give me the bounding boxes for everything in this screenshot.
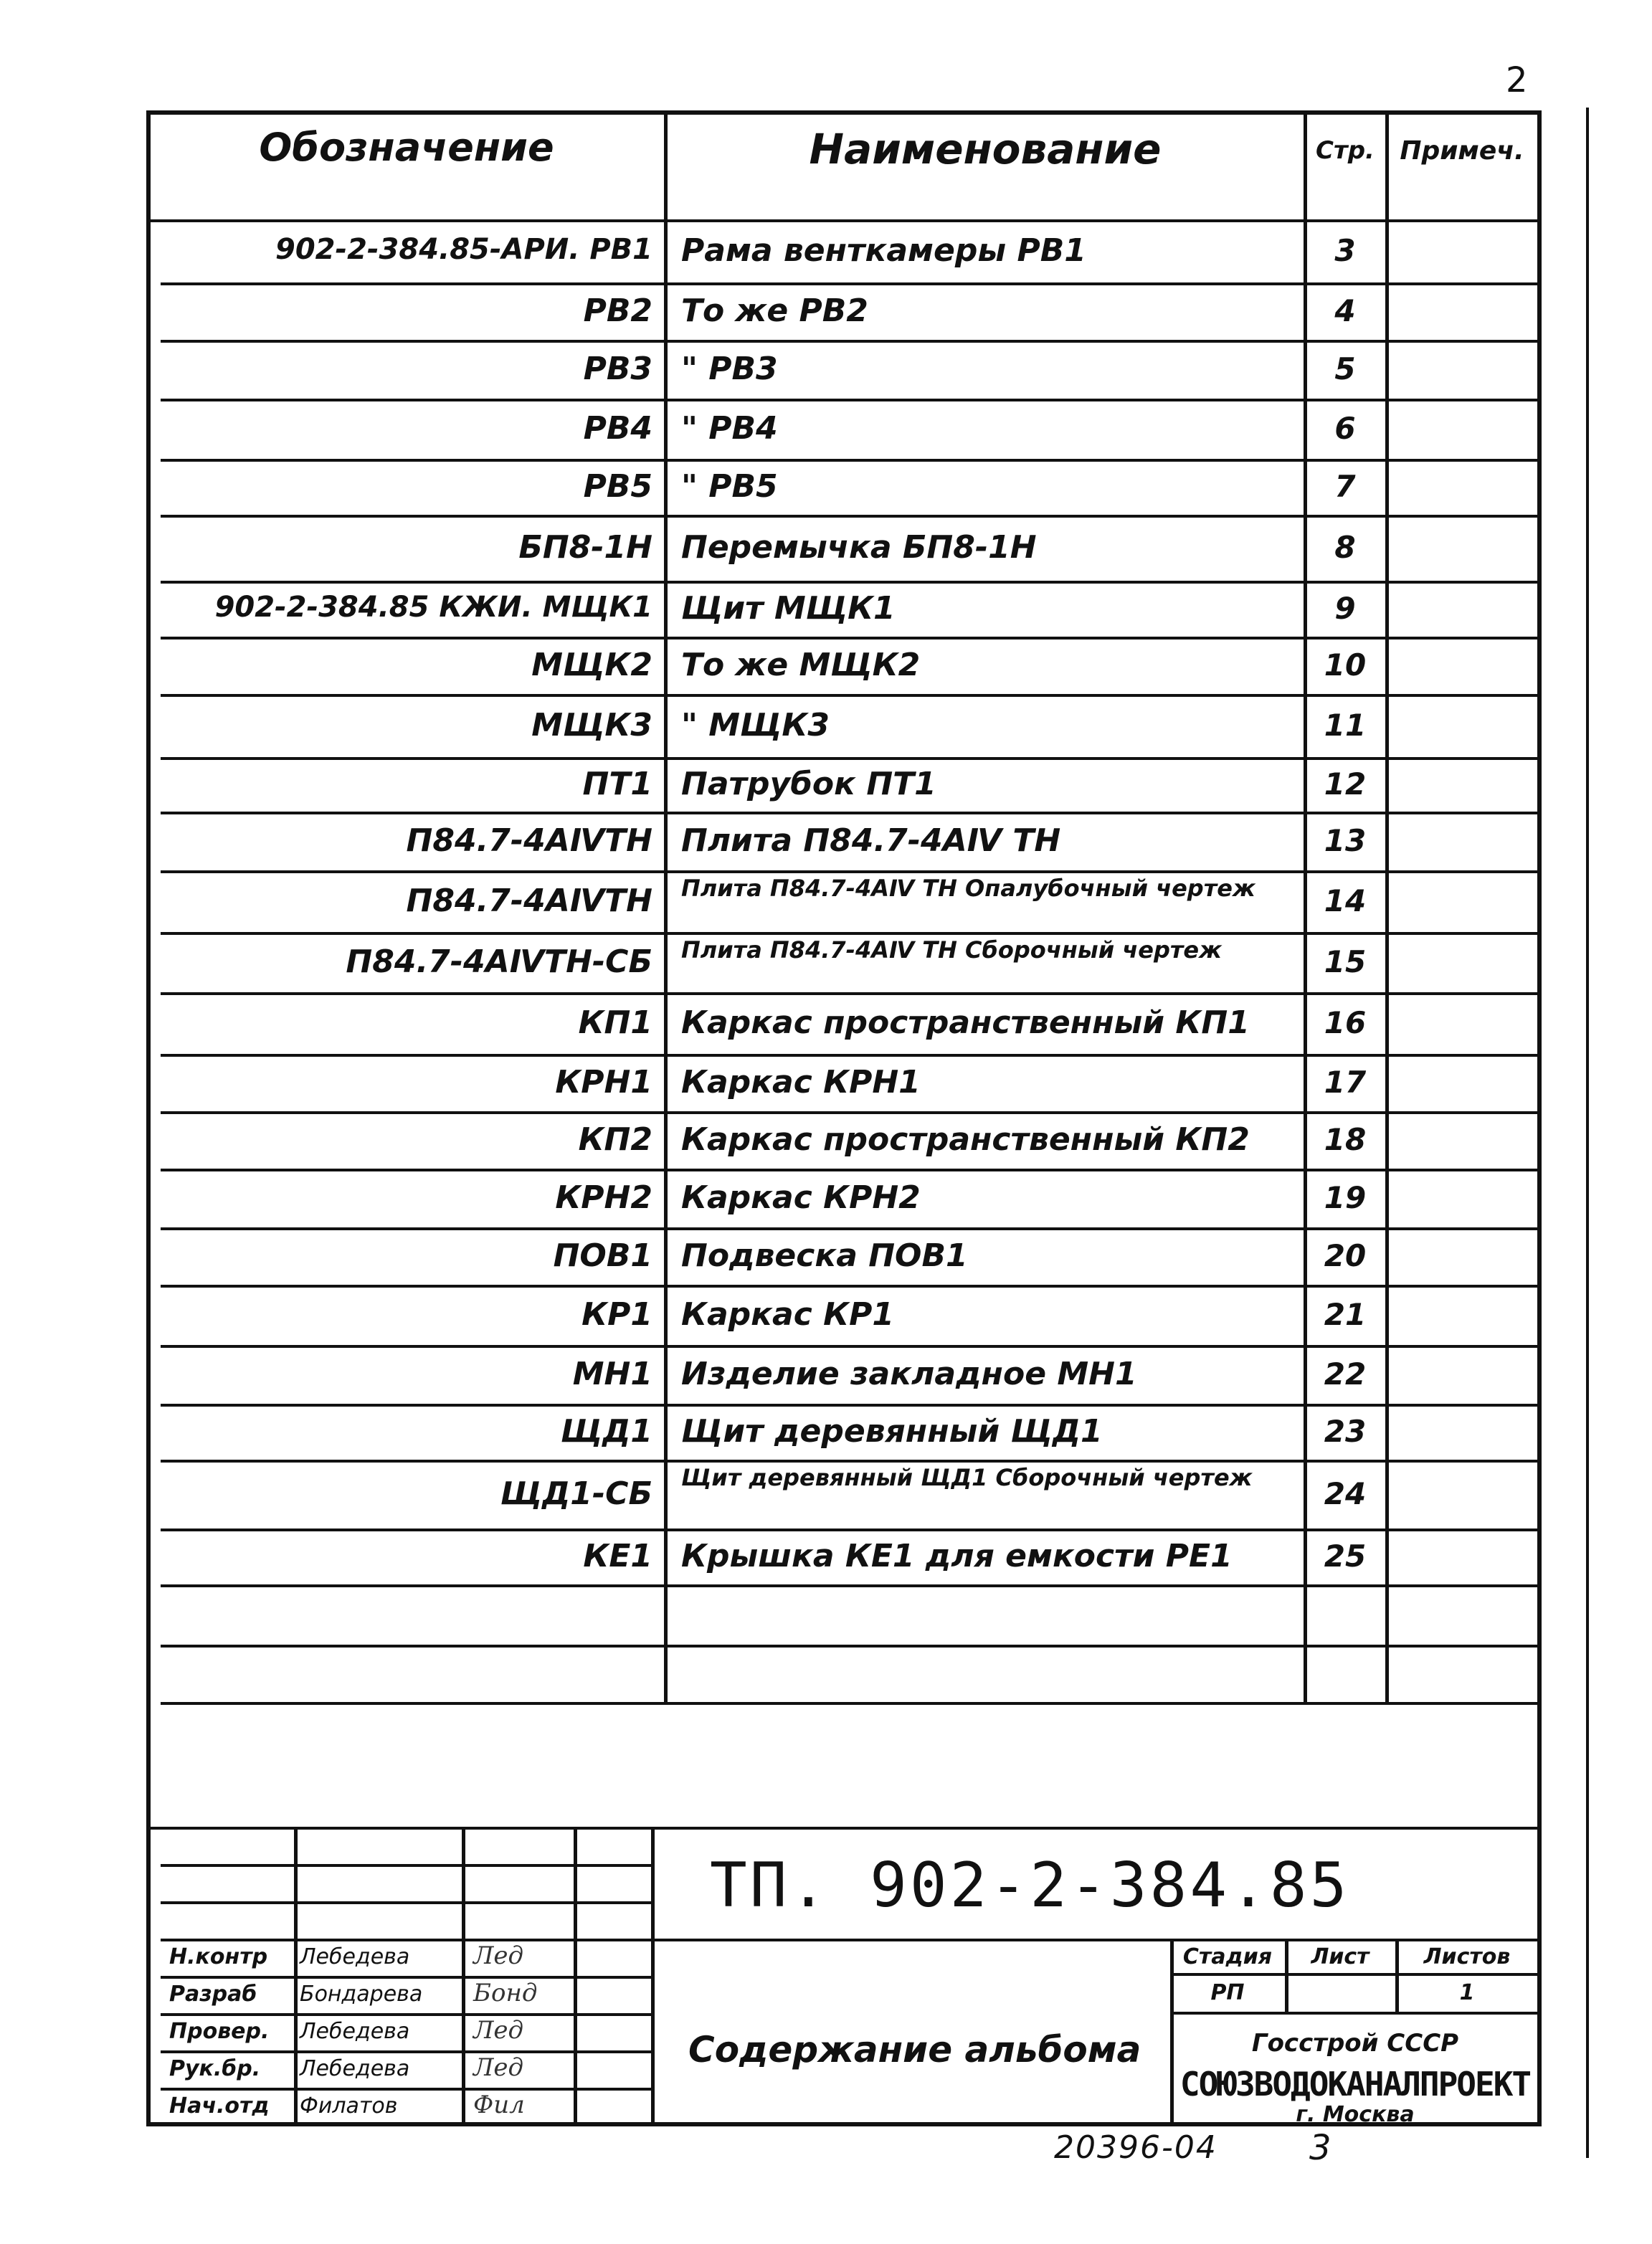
name-cell: Каркас КРН1 <box>681 1064 921 1100</box>
page-cell: 25 <box>1324 1539 1367 1574</box>
title-block-line <box>161 1901 651 1904</box>
row-line <box>161 870 1542 873</box>
role-signature: Лед <box>473 2053 524 2082</box>
name-cell: Патрубок ПТ1 <box>681 766 936 802</box>
title-block-line <box>146 1827 1542 1830</box>
sheets-label: Листов <box>1423 1944 1511 1969</box>
sheet-label: Лист <box>1311 1944 1369 1969</box>
row-line <box>161 1345 1542 1348</box>
row-line <box>161 1169 1542 1171</box>
role-label: Н.контр <box>169 1944 268 1969</box>
page-cell: 22 <box>1324 1356 1367 1392</box>
role-signature: Бонд <box>473 1979 538 2007</box>
row-line <box>161 757 1542 760</box>
designation-cell: ПОВ1 <box>553 1237 652 1274</box>
role-signature: Лед <box>473 1941 524 1970</box>
row-line <box>161 932 1542 935</box>
title-block-line <box>651 1939 1542 1941</box>
role-signature: Фил <box>473 2091 525 2119</box>
name-cell: Плита П84.7-4АⅣ ТН Сборочный чертеж <box>681 936 1222 964</box>
page-cell: 24 <box>1324 1476 1367 1511</box>
designation-cell: КП2 <box>578 1121 652 1158</box>
designation-cell: РВ5 <box>583 468 652 505</box>
row-line <box>161 340 1542 343</box>
name-cell: Каркас КРН2 <box>681 1179 921 1216</box>
page-cell: 16 <box>1324 1005 1367 1040</box>
document-code: ТП. 902-2-384.85 <box>710 1850 1350 1921</box>
role-label: Провер. <box>169 2019 270 2044</box>
name-cell: Щит деревянный ЩД1 <box>681 1413 1103 1450</box>
page-cell: 9 <box>1334 591 1356 626</box>
sheets-value: 1 <box>1459 1980 1475 2005</box>
role-label: Разраб <box>169 1982 257 2007</box>
header-designation: Обозначение <box>259 125 554 170</box>
row-line <box>161 1702 1542 1705</box>
document-title: Содержание альбома <box>688 2029 1141 2071</box>
row-line <box>161 1529 1542 1531</box>
page-cell: 18 <box>1324 1122 1367 1157</box>
name-cell: Плита П84.7-4АⅣ ТН <box>681 822 1061 859</box>
row-line <box>161 1460 1542 1463</box>
designation-cell: П84.7-4АⅣТН-СБ <box>346 943 652 980</box>
stamp-margin-line <box>1586 108 1589 2158</box>
row-line <box>161 1645 1542 1648</box>
name-cell: Щит МЩК1 <box>681 590 896 627</box>
row-line <box>161 581 1542 584</box>
designation-cell: РВ3 <box>583 351 652 387</box>
designation-cell: П84.7-4АⅣТН <box>406 883 652 919</box>
page-cell: 21 <box>1324 1297 1367 1332</box>
role-name: Лебедева <box>300 2019 410 2044</box>
role-name: Лебедева <box>300 2056 410 2081</box>
title-block-line <box>161 2050 651 2053</box>
name-cell: Плита П84.7-4АⅣ ТН Опалубочный чертеж <box>681 875 1255 902</box>
page-cell: 14 <box>1324 883 1367 918</box>
row-line <box>161 1584 1542 1587</box>
row-line <box>161 515 1542 518</box>
name-cell: " МЩК3 <box>681 707 830 743</box>
page-cell: 15 <box>1324 944 1367 979</box>
org-city: г. Москва <box>1296 2102 1415 2127</box>
name-cell: Рама венткамеры РВ1 <box>681 232 1086 269</box>
name-cell: " РВ5 <box>681 468 778 505</box>
archive-code: 20396-04 <box>1054 2129 1217 2166</box>
row-line <box>161 1111 1542 1114</box>
page-cell: 10 <box>1324 647 1367 683</box>
role-name: Бондарева <box>300 1982 423 2007</box>
row-line <box>161 812 1542 814</box>
row-line <box>161 637 1542 640</box>
designation-cell: РВ2 <box>583 293 652 329</box>
designation-cell: КРН2 <box>555 1179 652 1216</box>
designation-cell: ЩД1 <box>560 1413 652 1450</box>
name-cell: Щит деревянный ЩД1 Сборочный чертеж <box>681 1464 1253 1491</box>
page-cell: 17 <box>1324 1065 1367 1100</box>
name-cell: Каркас КР1 <box>681 1296 894 1333</box>
designation-cell: КРН1 <box>555 1064 652 1100</box>
header-note: Примеч. <box>1400 136 1524 166</box>
header-name: Наименование <box>809 125 1162 173</box>
title-block-line <box>1170 1973 1542 1976</box>
role-signature: Лед <box>473 2016 524 2045</box>
title-block-line <box>161 2088 651 2091</box>
designation-cell: МЩК2 <box>531 647 652 683</box>
page-cell: 6 <box>1334 411 1356 446</box>
designation-cell: БП8-1Н <box>518 529 652 566</box>
name-cell: " РВ3 <box>681 351 778 387</box>
page-cell: 13 <box>1324 823 1367 858</box>
row-line <box>161 694 1542 697</box>
name-cell: " РВ4 <box>681 410 778 447</box>
name-cell: То же РВ2 <box>681 293 868 329</box>
title-block-line <box>1170 2012 1542 2015</box>
title-block-line <box>161 1864 651 1867</box>
name-cell: Перемычка БП8-1Н <box>681 529 1037 566</box>
role-name: Лебедева <box>300 1944 410 1969</box>
name-cell: То же МЩК2 <box>681 647 921 683</box>
designation-cell: МН1 <box>572 1356 652 1392</box>
role-label: Нач.отд <box>169 2093 270 2119</box>
title-block-line <box>161 1939 651 1941</box>
row-line <box>161 1404 1542 1407</box>
designation-cell: 902-2-384.85 КЖИ. МЩК1 <box>214 591 652 624</box>
row-line <box>161 1285 1542 1288</box>
title-block-line <box>651 1827 655 2126</box>
row-line <box>161 1227 1542 1230</box>
name-cell: Каркас пространственный КП1 <box>681 1004 1250 1041</box>
page-cell: 12 <box>1324 766 1367 802</box>
title-block-line <box>161 2013 651 2016</box>
page-cell: 19 <box>1324 1180 1367 1215</box>
designation-cell: КЕ1 <box>583 1538 652 1574</box>
org-name: СОЮЗВОДОКАНАЛПРОЕКТ <box>1179 2065 1531 2103</box>
row-line <box>161 992 1542 995</box>
designation-cell: ПТ1 <box>582 766 652 802</box>
designation-cell: ЩД1-СБ <box>500 1475 652 1512</box>
row-line <box>161 399 1542 401</box>
page-cell: 4 <box>1334 293 1356 328</box>
archive-page: 3 <box>1309 2128 1331 2168</box>
name-cell: Подвеска ПОВ1 <box>681 1237 968 1274</box>
designation-cell: КП1 <box>578 1004 652 1041</box>
header-line <box>146 219 1542 222</box>
sheet-number: 2 <box>1506 60 1528 100</box>
title-block-line <box>161 1976 651 1979</box>
designation-cell: РВ4 <box>583 410 652 447</box>
column-line <box>664 110 668 1702</box>
page-cell: 3 <box>1334 233 1356 268</box>
row-line <box>161 282 1542 285</box>
designation-cell: МЩК3 <box>531 707 652 743</box>
page-cell: 23 <box>1324 1414 1367 1449</box>
designation-cell: 902-2-384.85-АРИ. РВ1 <box>275 233 652 266</box>
page-cell: 7 <box>1334 469 1356 504</box>
stage-value: РП <box>1210 1980 1245 2005</box>
header-page: Стр. <box>1316 136 1375 165</box>
role-name: Филатов <box>300 2093 398 2119</box>
stage-label: Стадия <box>1182 1944 1273 1969</box>
name-cell: Каркас пространственный КП2 <box>681 1121 1250 1158</box>
designation-cell: П84.7-4АⅣТН <box>406 822 652 859</box>
name-cell: Изделие закладное МН1 <box>681 1356 1137 1392</box>
role-label: Рук.бр. <box>169 2056 261 2081</box>
column-line <box>1385 110 1389 1702</box>
row-line <box>161 1054 1542 1057</box>
page-cell: 20 <box>1324 1238 1367 1273</box>
designation-cell: КР1 <box>581 1296 652 1333</box>
row-line <box>161 459 1542 462</box>
page-cell: 11 <box>1324 708 1367 743</box>
org-ministry: Госстрой СССР <box>1251 2029 1459 2058</box>
page-cell: 5 <box>1334 351 1356 386</box>
name-cell: Крышка КЕ1 для емкости РЕ1 <box>681 1538 1233 1574</box>
page-cell: 8 <box>1334 530 1356 565</box>
